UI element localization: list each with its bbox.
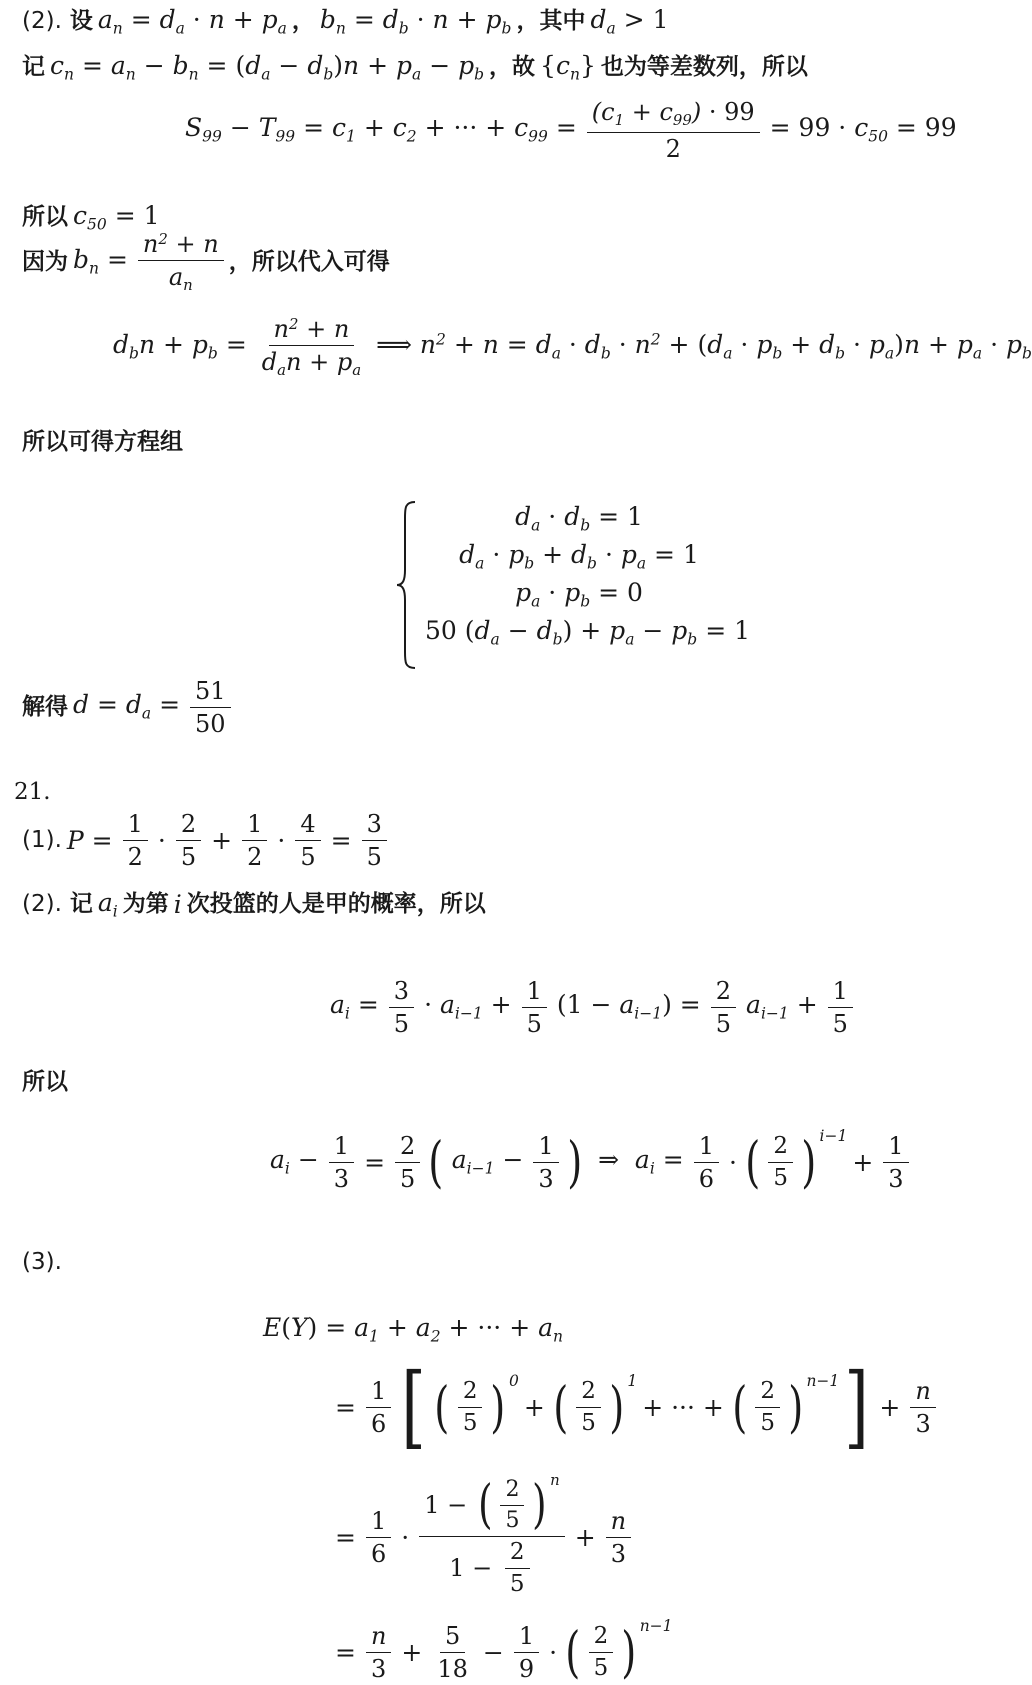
part-label: (2).: [22, 8, 62, 35]
line-solution-d: 解得 $d = d_a$ = $\frac{51}{50}$: [22, 679, 236, 736]
fraction: $\frac{3}{5}$: [362, 812, 387, 869]
text-arithmetic: 也为等差数列，所以: [600, 54, 808, 81]
fraction: $\frac{n}{3}$: [366, 1624, 391, 1681]
fraction: $\frac{n}{3}$: [910, 1379, 935, 1436]
text-comma: ，: [291, 8, 315, 35]
fraction: $\frac{1}{5}$: [828, 979, 853, 1036]
equation-3: $p_a \cdot p_b = 0$: [515, 578, 643, 611]
fraction: $\frac{2}{5}$: [395, 1134, 420, 1191]
formula-s99-t99: $S_{99} - T_{99} = c_1 + c_2$ + ··· + $c_{99}$ = $\frac{(c_1 + c_{99}) \cdot 99}{2}$ = $99 \cdot c_{50} = 99$: [185, 97, 957, 163]
formula-cn-set: $\{c_n\}$: [540, 51, 596, 84]
formula-an: $a_n = d_a \cdot n + p_a$: [97, 5, 287, 38]
line-q21-part3: [22, 1248, 62, 1275]
text-suoyi: 所以: [22, 1068, 68, 1095]
text-ji: 记: [22, 54, 45, 81]
fraction: $\frac{1}{6}$: [366, 1509, 391, 1566]
fraction: $\frac{2}{5}$: [711, 979, 736, 1036]
line-q21-part1: (1). P = $\frac{1}{2}$ · $\frac{2}{5}$ + $\frac{1}{2}$ · $\frac{4}{5}$ = $\frac{3}{5}$: [22, 812, 392, 869]
formula-expectation-4: = $\frac{n}{3}$ + $\frac{5}{18}$ − $\frac{1}{9}$ · ( $\frac{2}{5}$ ) $^{n-1}$: [335, 1616, 673, 1684]
text-jiede: 解得: [22, 693, 68, 720]
part-label: (1).: [22, 826, 62, 853]
text-yinwei: 因为: [22, 248, 68, 275]
fraction: $\frac{(c_1 + c_{99}) \cdot 99}{2}$: [587, 100, 760, 161]
fraction: $\frac{2}{5}$: [176, 812, 201, 869]
formula-cn: $c_n = a_n - b_n = (d_a - d_b)n + p_a - p_b$: [50, 51, 485, 84]
formula-expectation-3: = $\frac{1}{6}$ · 1 − ( $\frac{2}{5}$ ) $^n$ 1 − $\frac{2}{5}$ + $\frac{n}{3}$: [330, 1479, 636, 1596]
text-suoyi: 所以: [22, 204, 68, 231]
line-part2-setup: [22, 7, 673, 37]
fraction: $\frac{4}{5}$: [295, 812, 320, 869]
fraction: $\frac{1}{6}$: [366, 1379, 391, 1436]
line-system-intro: [22, 428, 183, 455]
line-c50: [22, 203, 165, 233]
fraction: $\frac{1}{3}$: [533, 1134, 558, 1191]
fraction: $\frac{n}{3}$: [606, 1509, 631, 1566]
fraction: $\frac{1}{9}$: [514, 1624, 539, 1681]
fraction: $\frac{n^2 + n}{d_an + p_a}$: [261, 314, 362, 379]
text-gu: ，故: [489, 54, 536, 81]
line-define-cn: [22, 53, 808, 83]
text-qizhong: ，其中: [516, 8, 586, 35]
fraction: $\frac{n^2 + n}{a_n}$: [138, 232, 224, 293]
formula-substitution: $d_bn + p_b$ = $\frac{n^2 + n}{d_an + p_a}$ ⟹ $n^2 + n = d_a \cdot d_b \cdot n^2 + (d_a \cdot p_b + d_b \cdot p_a)n + p_a \cdot p_b$: [113, 314, 1032, 379]
equation-4: 50 $(d_a - d_b) + p_a - p_b = 1$: [425, 616, 750, 649]
line-suoyi: [22, 1068, 68, 1095]
formula-expectation-1: $E(Y) = a_1 + a_2$ + ··· + $a_n$: [263, 1313, 563, 1346]
formula-expectation-2: = $\frac{1}{6}$ [ ( $\frac{2}{5}$ ) $^0$ + ( $\frac{2}{5}$ ) $^1$ + ··· + ( $\frac{2}{5}$ ) $^{n-1}$ ] + $\frac{n}{3}$: [330, 1371, 941, 1443]
fraction: $\frac{1}{2}$: [242, 812, 267, 869]
fraction: $\frac{1}{5}$: [522, 979, 547, 1036]
fraction-sum: 1 − ( $\frac{2}{5}$ ) $^n$ 1 − $\frac{2}{5}$: [419, 1479, 565, 1596]
formula-geometric: $a_i$ − $\frac{1}{3}$ = $\frac{2}{5}$ ( $a_{i-1}$ − $\frac{1}{3}$ ) ⇒ $a_i$ = $\frac{1}{6}$ · ( $\frac{2}{5}$ ) $^{i-1}$ + $\frac{1}{3}$: [265, 1134, 914, 1191]
question-number: 21.: [14, 778, 51, 805]
part-label: (3).: [22, 1248, 62, 1275]
fraction: $\frac{3}{5}$: [389, 979, 414, 1036]
fraction: $\frac{1}{3}$: [883, 1134, 908, 1191]
formula-recurrence: $a_i$ = $\frac{3}{5}$ · $a_{i-1}$ + $\frac{1}{5}$ $(1 - a_{i-1})$ = $\frac{2}{5}$ $a_{i-1}$ + $\frac{1}{5}$: [325, 979, 858, 1036]
text-substitute: ，所以代入可得: [228, 248, 390, 275]
fraction: $\frac{1}{2}$: [123, 812, 148, 869]
line-q21-part2: (2). 记 $a_i$ 为第 i 次投篮的人是甲的概率，所以: [22, 888, 486, 921]
equation-system: [395, 500, 750, 670]
fraction: $\frac{1}{3}$: [329, 1134, 354, 1191]
text-system: 所以可得方程组: [22, 428, 183, 455]
fraction: $\frac{5}{18}$: [437, 1621, 468, 1683]
text-probability: 次投篮的人是甲的概率，所以: [186, 891, 486, 918]
formula-c50: $c_{50} = 1$: [73, 201, 160, 234]
formula-bn: $b_n = d_b \cdot n + p_b$: [319, 5, 512, 38]
part-label: (2).: [22, 891, 62, 918]
line-bn-def: 因为 $b_n$ = $\frac{n^2 + n}{a_n}$ ，所以代入可得: [22, 229, 390, 294]
fraction: $\frac{51}{50}$: [190, 679, 231, 736]
formula-da-gt-1: $d_a > 1$: [590, 5, 669, 38]
text-she: 设: [69, 8, 93, 35]
text-wei-di: 为第: [122, 891, 169, 918]
fraction: $\frac{1}{6}$: [694, 1134, 719, 1191]
equation-1: $d_a \cdot d_b = 1$: [515, 502, 643, 535]
left-brace-icon: [395, 500, 419, 670]
text-ji: 记: [69, 891, 93, 918]
equation-2: $d_a \cdot p_b + d_b \cdot p_a = 1$: [459, 540, 699, 573]
